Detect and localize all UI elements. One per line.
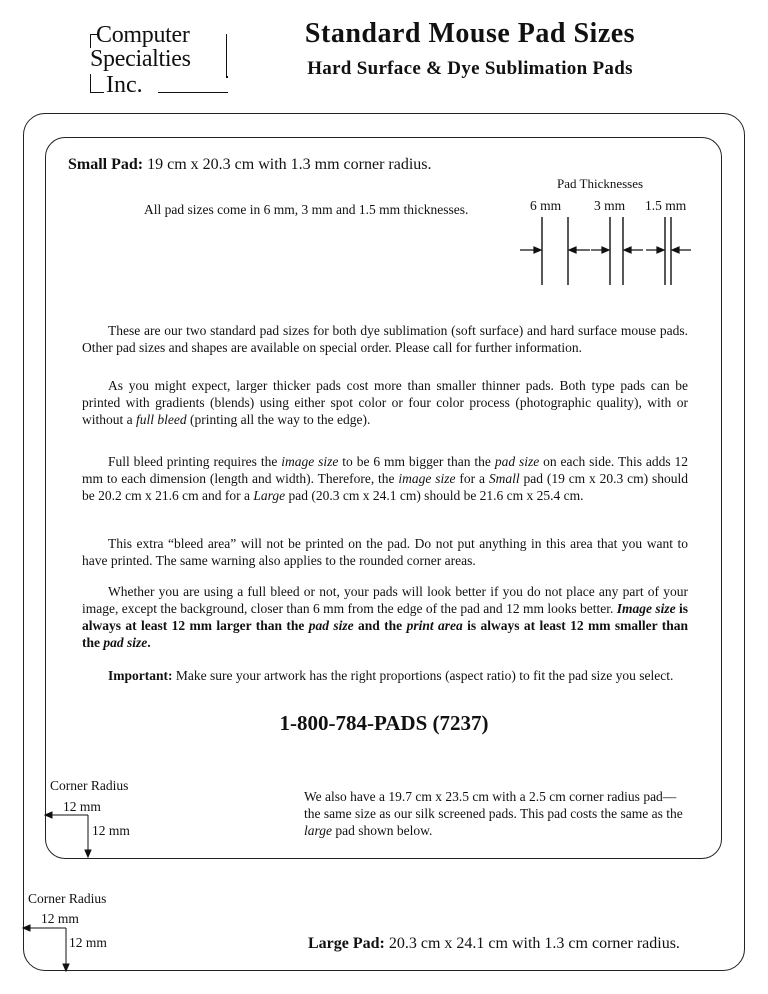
thickness-note: All pad sizes come in 6 mm, 3 mm and 1.5 mm thicknesses. [144,202,469,217]
large-pad-spec [308,935,680,953]
also-text-b: large [304,823,332,838]
page-title: Standard Mouse Pad Sizes [304,18,636,49]
p3-text-d: pad size [494,454,540,469]
small-pad-label: Small Pad: [68,156,144,173]
p2-text-a: As you might expect, larger thicker pads cost more than smaller thinner pads. Both type pads can be printed with gradients (blends) using either spot color or four color process (photographic quality), with or without a [82,378,688,427]
large-corner-arrows [18,922,78,974]
logo-line-1: Computer [96,22,190,48]
p3-text-j: Large [253,488,286,503]
paragraph-5 [82,583,688,651]
logo-line-3: Inc. [106,72,143,98]
thickness-diagram [515,215,700,290]
p3-text-f: image size [398,471,456,486]
p6-text-b: Make sure your artwork has the right proportions (aspect ratio) to fit the pad size you select. [172,668,674,683]
paragraph-4-text: This extra “bleed area” will not be printed on the pad. Do not put anything in this area that you want to have printed. The same warning also applies to the rounded corner areas. [82,536,688,568]
p6-important: Important: [108,668,173,683]
page-subtitle: Hard Surface & Dye Sublimation Pads [307,58,633,79]
p3-text-g: for a [455,471,489,486]
small-pad-spec [68,156,432,174]
p3-text-i: pad (19 cm x 20.3 cm) should be 20.2 cm x 21.6 cm and for a [82,471,688,503]
p2-full-bleed: full bleed [136,412,187,427]
p5-text-d: pad size [308,618,354,633]
small-corner-v: 12 mm [92,823,130,838]
p2-text-c: (printing all the way to the edge). [186,412,371,427]
large-corner-v: 12 mm [69,935,107,950]
large-pad-label: Large Pad: [308,935,385,952]
logo-line-2: Specialties [90,46,191,72]
thickness-label-3mm: 3 mm [594,198,626,213]
p5-text-c: is always at least 12 mm larger than the [82,601,688,633]
large-corner-h: 12 mm [41,911,79,926]
small-pad-text: 19 cm x 20.3 cm with 1.3 mm corner radius. [143,156,432,173]
p3-text-k: pad (20.3 cm x 24.1 cm) should be 21.6 cm x 25.4 cm. [285,488,584,503]
thickness-label-6mm: 6 mm [530,198,562,213]
p3-text-e: on each side. This adds 12 mm to each dimension (length and width). Therefore, the [82,454,689,486]
also-text-a: We also have a 19.7 cm x 23.5 cm with a 2.5 cm corner radius pad—the same size as our silk screened pads. This pad costs the same as the [304,789,683,821]
small-corner-arrows [40,810,100,860]
p5-text-a: Whether you are using a full bleed or not, your pads will look better if you do not place any part of your image, except the background, closer than 6 mm from the edge of the pad and 12 mm looks better. [82,584,688,616]
p3-text-h: Small [488,471,520,486]
p3-text-b: image size [281,454,339,469]
p5-text-f: print area [406,618,463,633]
phone-number: 1-800-784-PADS (7237) [279,711,489,735]
paragraph-3 [82,453,688,504]
p5-text-i: . [147,635,151,650]
paragraph-6 [82,667,688,684]
company-logo [88,20,238,100]
small-corner-h: 12 mm [63,799,101,814]
also-text-c: pad shown below. [332,823,433,838]
p5-text-g: is always at least 12 mm smaller than the [82,618,688,650]
p5-text-h: pad size [103,635,148,650]
paragraph-1 [82,322,688,356]
paragraph-1-text: These are our two standard pad sizes for both dye sublimation (soft surface) and hard surface mouse pads. Other pad sizes and shapes are available on special order. Please call for further information. [82,323,688,355]
p3-text-a: Full bleed printing requires the [108,454,282,469]
paragraph-2 [82,377,688,428]
large-corner-title: Corner Radius [28,891,107,906]
large-pad-text: 20.3 cm x 24.1 cm with 1.3 cm corner radius. [384,935,680,952]
alternate-pad-note [304,788,684,839]
p3-text-c: to be 6 mm bigger than the [338,454,495,469]
p5-text-e: and the [353,618,407,633]
small-corner-title: Corner Radius [50,778,129,793]
thickness-label-1-5mm: 1.5 mm [645,198,687,213]
thickness-title: Pad Thicknesses [557,176,644,191]
p5-text-b: Image size [616,601,676,616]
paragraph-4 [82,535,688,569]
